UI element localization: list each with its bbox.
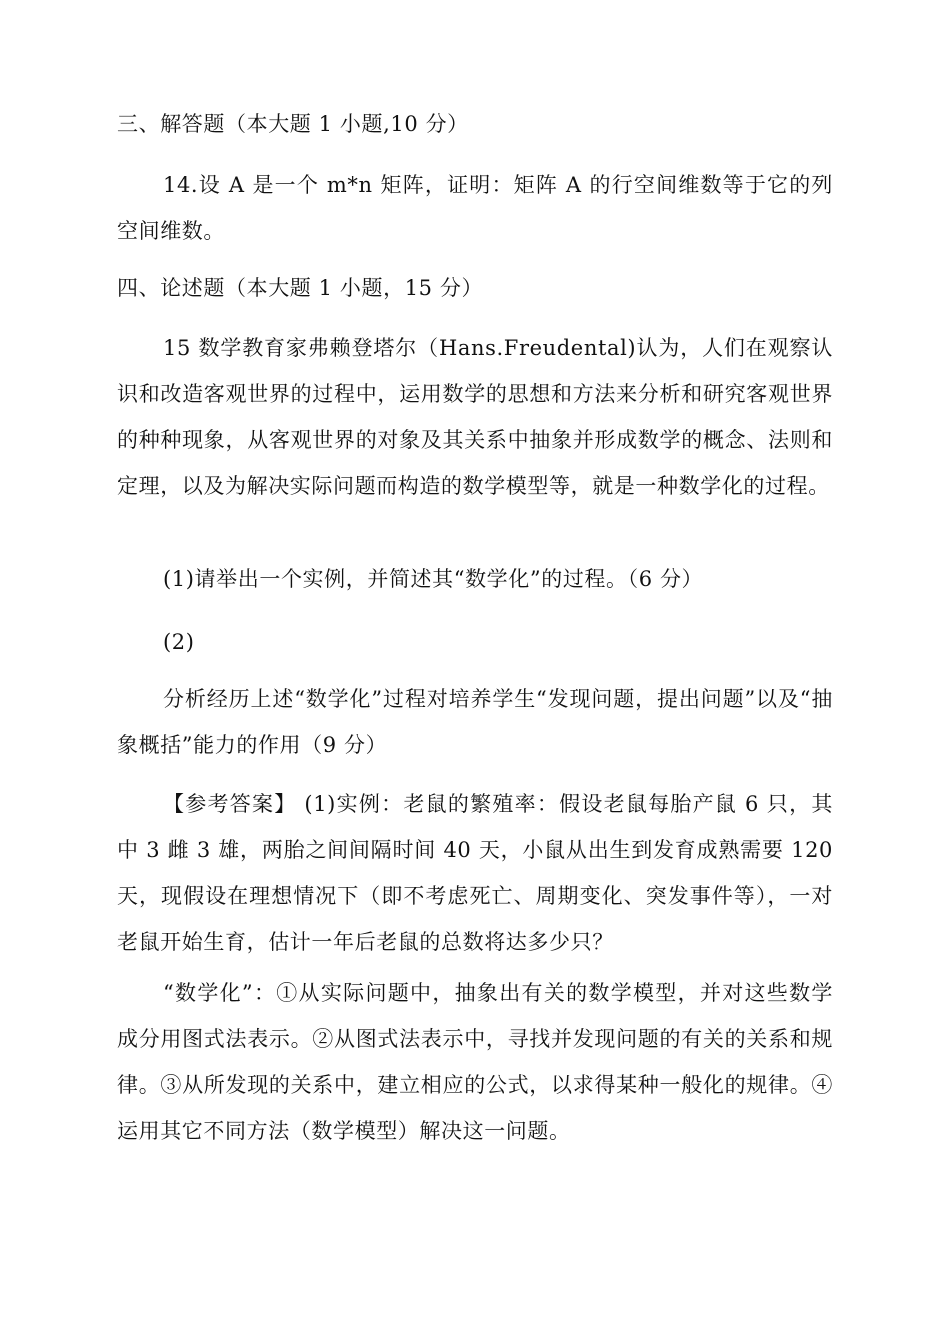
question-15-part-2-label: (2) <box>163 630 195 654</box>
section-heading-3: 三、解答题（本大题 1 小题,10 分） <box>117 112 469 136</box>
reference-answer: 【参考答案】 (1)实例：老鼠的繁殖率：假设老鼠每胎产鼠 6 只，其中 3 雌 3 雄，两胎之间间隔时间 40 天，小鼠从出生到发育成熟需要 120 天，现假设在理想情况下（即不考虑死亡、周期变化、突发事件等），一对老鼠开始生育，估计一年后老鼠的总数将达多少只？ <box>117 792 833 954</box>
section-heading-4: 四、论述题（本大题 1 小题，15 分） <box>117 276 484 300</box>
question-15-part-2: 分析经历上述“数学化”过程对培养学生“发现问题，提出问题”以及“抽象概括”能力的作用（9 分） <box>117 687 833 757</box>
mathematization-steps: “数学化”：①从实际问题中，抽象出有关的数学模型，并对这些数学成分用图式法表示。②从图式法表示中，寻找并发现问题的有关的关系和规律。③从所发现的关系中，建立相应的公式，以求得某种一般化的规律。④运用其它不同方法（数学模型）解决这一问题。 <box>117 981 833 1143</box>
question-15-part-1: (1)请举出一个实例，并简述其“数学化”的过程。（6 分） <box>163 567 704 591</box>
question-15: 15 数学教育家弗赖登塔尔（Hans.Freudental)认为，人们在观察认识和改造客观世界的过程中，运用数学的思想和方法来分析和研究客观世界的种种现象，从客观世界的对象及其关系中抽象并形成数学的概念、法则和定理，以及为解决实际问题而构造的数学模型等，就是一种数学化的过程。 <box>117 336 833 498</box>
question-14: 14.设 A 是一个 m*n 矩阵，证明：矩阵 A 的行空间维数等于它的列空间维数。 <box>117 173 833 243</box>
